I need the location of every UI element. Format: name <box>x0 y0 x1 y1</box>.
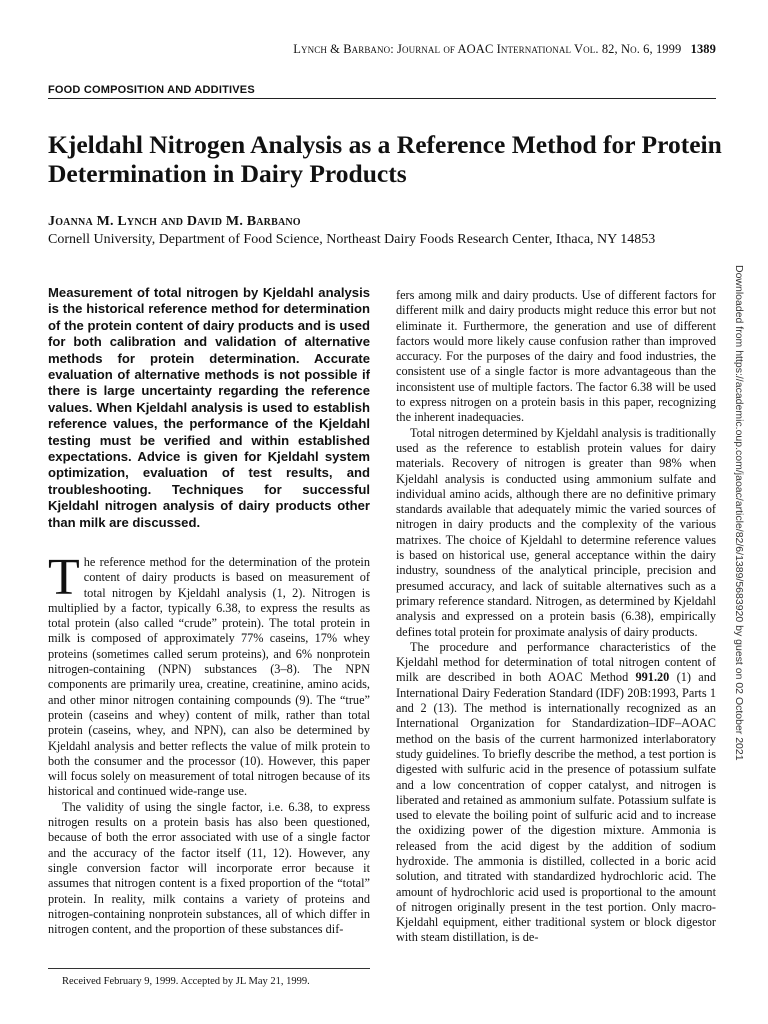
body-paragraph: Total nitrogen determined by Kjeldahl analysis is traditionally used as the reference to establish protein values for dairy materials. Recovery of nitrogen is greater than 98% when Kjeldahl analysis is conducted using ammonium sulfate and individual amino acids, although there are no definitive primary standards available that adequately mimic the varied sources of nitrogen in dairy products and the complexity of the various matrixes. The choice of Kjeldahl to determine reference values is based on historical use, general acceptance within the dairy industry, soundness of the analytical principle, precision and presumed accuracy, and lack of suitable alternatives such as a primary reference standard. Nitrogen, as determined by Kjeldahl analysis and expressed on a protein basis (6.38), empirically defines total protein for proximate analysis of dairy products. <box>396 425 716 639</box>
body-column-left <box>48 549 370 937</box>
method-number: 991.20 <box>635 670 670 685</box>
body-paragraph: The validity of using the single factor, i.e. 6.38, to express nitrogen results on a protein basis has also been questioned, because of both the error associated with use of a single factor and the accuracy of the factor itself (11, 12). However, any single conversion factor will incorporate error because it assumes that nitrogen content is a fixed proportion of the “total” protein. In reality, milk contains a variety of proteins and nitrogen-containing nonprotein substances, all of which differ in nitrogen content, and the proportion of these substances dif- <box>48 799 370 937</box>
page-number: 1389 <box>690 42 716 56</box>
section-divider <box>48 98 716 99</box>
section-label: FOOD COMPOSITION AND ADDITIVES <box>48 84 255 96</box>
intro-paragraph-text: he reference method for the determination of the protein content of dairy products is based on measurement of total nitrogen by Kjeldahl analysis (1, 2). Nitrogen is multiplied by a factor, typically 6.38, to express the results as total protein (also called “crude” protein). The total protein in milk is composed of approximately 77% caseins, 17% whey proteins (sometimes called serum proteins), and 6% nonprotein nitrogen-containing (NPN) substances (3–8). The NPN components are primarily urea, creatine, creatinine, amino acids, and other minor nitrogen containing compounds (9). The “true” protein (caseins and whey) content of milk, rather than total protein (caseins, whey, and NPN), can also be determined by Kjeldahl analysis and better reflects the value of milk protein to both the consumer and the processor (10). However, this paper will focus solely on measurement of total nitrogen because of its historical and continued wide-range use. <box>48 555 370 799</box>
download-stamp <box>731 265 751 785</box>
running-head <box>293 42 716 57</box>
footnote-divider <box>48 968 370 969</box>
body-paragraph <box>396 640 716 946</box>
download-stamp-text: Downloaded from https://academic.oup.com/jaoac/article/82/6/1389/5683920 by guest on 02 October 2021 <box>733 265 745 761</box>
body-text: The procedure and performance characteristics of the Kjeldahl method for determination of total nitrogen content of milk are described in both AOAC Method <box>396 639 716 685</box>
abstract: Measurement of total nitrogen by Kjeldahl analysis is the historical reference method for determination of the protein content of dairy products and is used for both calibration and validation of alternative methods for protein determination. Accurate evaluation of alternative methods is not possible if there is large uncertainty regarding the reference values. When Kjeldahl analysis is used to establish reference values, the performance of the Kjeldahl testing must be verified and within established expectations. Advice is given for Kjeldahl system optimization, evaluation of test results, and troubleshooting. Techniques for successful Kjeldahl nitrogen analysis of dairy products other than milk are discussed. <box>48 285 370 530</box>
drop-cap: T <box>48 549 80 606</box>
article-authors: Joanna M. Lynch and David M. Barbano <box>48 214 301 229</box>
body-paragraph: fers among milk and dairy products. Use of different factors for different milk and dairy products might reduce this error but not eliminate it. Furthermore, the generation and use of different factors would more likely cause confusion rather than improved accuracy. For the purposes of the dairy and food industries, the consistent use of a single factor is more advantageous than the inconsistent use of multiple factors. The factor 6.38 will be used to express nitrogen on a protein basis in this paper, recognizing the inherent inadequacies. <box>396 288 716 425</box>
article-title: Kjeldahl Nitrogen Analysis as a Reference Method for Protein Determination in Dairy Products <box>48 130 722 188</box>
article-affiliation: Cornell University, Department of Food Science, Northeast Dairy Foods Research Center, Ithaca, NY 14853 <box>48 232 656 247</box>
body-text: (1) and International Dairy Federation Standard (IDF) 20B:1993, Parts 1 and 2 (13). The method is internationally recognized as an International Organization for Standardization–IDF–AOAC method on the basis of the current harmonized interlaboratory study guidelines. To briefly describe the method, a test portion is digested with sulfuric acid in the presence of potassium sulfate and a low concentration of copper catalyst, and nitrogen is liberated and retained as ammonium sulfate. Potassium sulfate is used to elevate the boiling point of sulfuric acid and to increase the oxidizing power of the digestion mixture. Ammonia is released from the acid digest by the addition of sodium hydroxide. The ammonia is distilled, collected in a boric acid solution, and titrated with standardized hydrochloric acid. The amount of hydrochloric acid used is proportional to the amount of nitrogen originally present in the test portion. Only macro-Kjeldahl equipment, either traditional system or block digestor with steam distillation, is de- <box>396 670 716 945</box>
received-footnote: Received February 9, 1999. Accepted by JL May 21, 1999. <box>62 976 310 987</box>
running-title: Lynch & Barbano: Journal of AOAC International Vol. 82, No. 6, 1999 <box>293 42 682 56</box>
intro-paragraph <box>48 549 370 800</box>
body-column-right <box>396 288 716 946</box>
